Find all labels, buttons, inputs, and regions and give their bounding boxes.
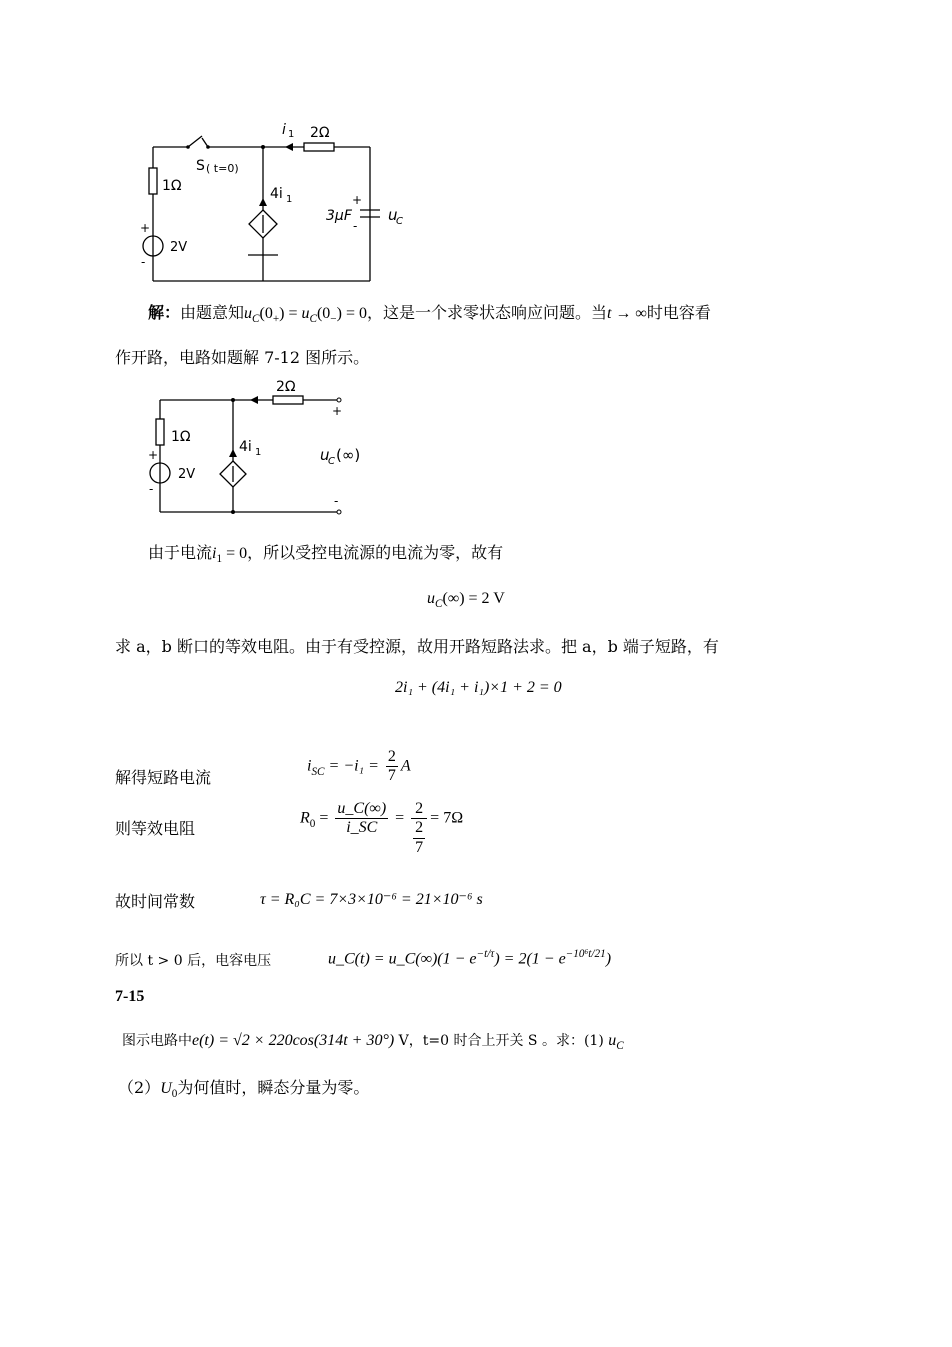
para-equivalent-resistance: 求 a，b 断口的等效电阻。由于有受控源，故用开路短路法求。把 a，b 端子短路，有: [115, 637, 719, 656]
terminal-minus: -: [334, 494, 339, 508]
uc-sub: C: [396, 216, 403, 227]
cap-label: 3μF: [326, 208, 352, 224]
source-minus: -: [141, 255, 146, 269]
t-infinity: t → ∞: [606, 305, 647, 322]
resistor-top-label: 2Ω: [310, 125, 330, 141]
dep-source-sub: 1: [255, 447, 262, 458]
source-plus: +: [148, 448, 159, 462]
source-minus: -: [149, 482, 154, 496]
solution-text2: 时电容看: [646, 303, 711, 322]
dep-source-label: 4i: [239, 439, 252, 455]
dep-source-sub: 1: [286, 194, 293, 205]
solution-paragraph-line2: 作开路，电路如题解 7-12 图所示。: [115, 348, 370, 367]
current-i1-sub: 1: [288, 129, 295, 140]
equation-uc-inf: $u_C(\infty) = 2$ V: [427, 590, 505, 611]
resistor-left-label: 1Ω: [162, 178, 182, 194]
source-label: 2V: [178, 467, 196, 482]
resistor-top-label: 2Ω: [276, 379, 296, 395]
resistor-left-label: 1Ω: [171, 429, 191, 445]
isc-fraction: $\frac{2}{7}$: [387, 748, 396, 785]
uct-exponent-1: −t/τ: [476, 948, 495, 960]
switch-time-label: ( t=0): [206, 162, 239, 175]
solution-marker: 解：: [148, 303, 181, 322]
resistor-2ohm: [304, 143, 334, 151]
source-expression: e(t) = √2 × 220cos(314t + 30°): [192, 1032, 395, 1049]
uct-exponent-2: −10⁶t/21: [565, 948, 606, 960]
circuit-diagram-1: [130, 118, 440, 290]
source-plus: +: [140, 221, 151, 235]
isc-label: 解得短路电流: [115, 768, 212, 787]
circuit-diagram-2: [140, 375, 400, 525]
problem-statement-line1: 图示电路中e(t) = √2 × 220cos(314t + 30°) V，t=0 时合上开关 S 。求：(1) $u_C$: [122, 1032, 624, 1053]
i1-eq-zero: = 0: [222, 545, 248, 562]
para2-text-a: 由于电流: [148, 543, 213, 562]
problem-statement-line2: $(2)U_0$为何值时，瞬态分量为零。: [118, 1078, 370, 1101]
r0-fraction-1: $\frac{u\_C(\infty)}{i\_SC}$: [337, 800, 387, 837]
cap-minus: -: [353, 219, 358, 233]
i1-symbol: $i_1$: [212, 545, 223, 566]
uc-label: u: [388, 206, 398, 224]
solution-paragraph-line1: [148, 300, 711, 325]
solution-intro: 由题意知: [180, 303, 245, 322]
isc-equation: $i_{SC} = -i_1$ = $\frac{2}{7}$ A: [307, 748, 411, 785]
r0-fraction-2: $\frac{2}{\frac{2}{7}}$: [411, 800, 427, 857]
tau-label: 故时间常数: [115, 892, 196, 911]
resistor-2ohm: [273, 396, 303, 404]
resistor-1ohm: [149, 168, 157, 194]
uct-equation: u_C(t) = u_C(∞)(1 − $e^{-t/\tau}) = 2(1 - e^{-10^6t/21})$: [328, 948, 612, 968]
uc-inf-arg: (∞): [336, 446, 361, 464]
cap-plus: +: [352, 193, 363, 207]
solution-text: ，这是一个求零状态响应问题。当: [366, 303, 607, 322]
para2-text-b: ，所以受控电流源的电流为零，故有: [247, 543, 504, 562]
tau-equation: τ = R₀C = 7×3×10⁻⁶ = 21×10⁻⁶ s: [260, 891, 483, 908]
problem-heading: 7-15: [115, 988, 145, 1005]
terminal-plus: +: [332, 404, 343, 418]
dep-source-label: 4i: [270, 186, 283, 202]
r0-label: 则等效电阻: [115, 819, 196, 838]
uc-inf-label: u: [320, 446, 330, 464]
r0-equation: $R_0$ = $\frac{u\_C(\infty)}{i\_SC}$ = $\frac{2}{\frac{2}{7}}$ = 7Ω: [300, 800, 464, 856]
initial-condition-eq: $u_C(0_+) = u_C(0_-) = 0$: [244, 305, 367, 326]
uc-inf-sub: C: [328, 456, 335, 467]
uct-label: 所以 t > 0 后，电容电压: [115, 953, 272, 969]
equation-kvl: 2i₁ + (4i₁ + i₁)×1 + 2 = 0: [395, 679, 562, 696]
para-current-zero: [148, 540, 503, 565]
current-i1-label: i: [282, 122, 286, 138]
resistor-1ohm: [156, 419, 164, 445]
source-label: 2V: [170, 240, 188, 255]
switch-label: S: [196, 158, 205, 174]
